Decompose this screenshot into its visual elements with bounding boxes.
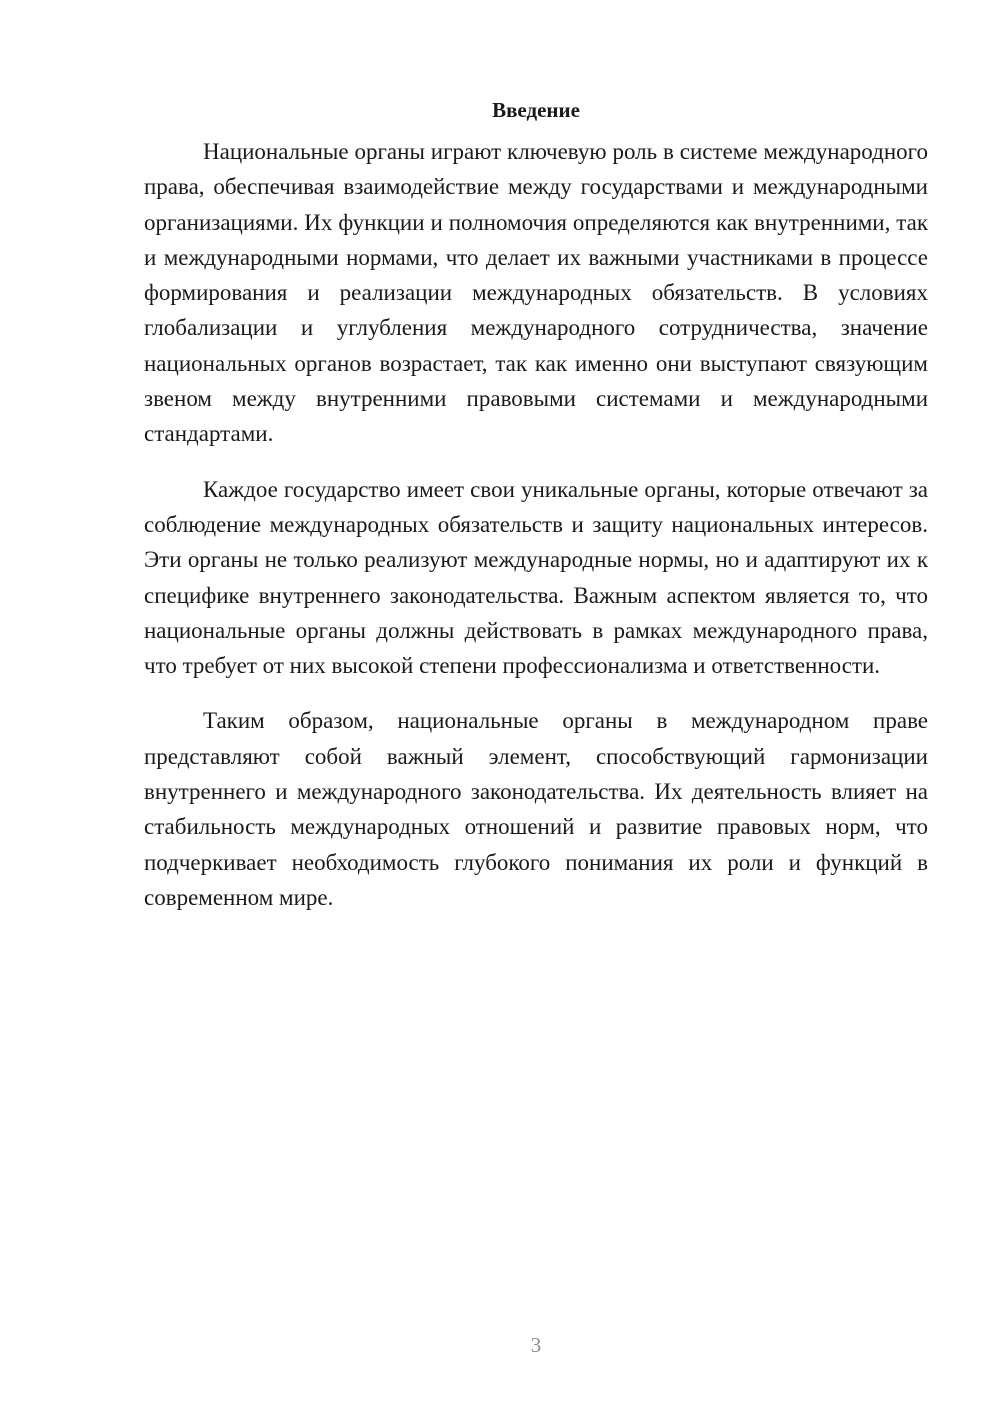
paragraph-2: Каждое государство имеет свои уникальные органы, которые отвечают за соблюдение международных обязательств и защиту национальных интересов. Эти органы не только реализуют международные нормы, но и адаптируют их к специфике внутреннего законодательства. Важным аспектом является то, что национальные органы должны действовать в рамках международного права, что требует от них высокой степени профессионализма и ответственности.: [144, 476, 928, 679]
page-content: [144, 92, 928, 935]
paragraph-3: Таким образом, национальные органы в международном праве представляют собой важный элемент, способствующий гармонизации внутреннего и международного законодательства. Их деятельность влияет на стабильность международных отношений и развитие правовых норм, что подчеркивает необходимость глубокого понимания их роли и функций в современном мире.: [144, 708, 928, 910]
page-number: 3: [530, 1333, 542, 1357]
section-title: Введение: [492, 98, 580, 122]
paragraph-1: Национальные органы играют ключевую роль в системе международного права, обеспечивая взаимодействие между государствами и международными организациями. Их функции и полномочия определяются как внутренними, так и международными нормами, что делает их важными участниками в процессе формирования и реализации международных обязательств. В условиях глобализации и углубления международного сотрудничества, значение национальных органов возрастает, так как именно они выступают связующим звеном между внутренними правовыми системами и международными стандартами.: [144, 139, 928, 447]
